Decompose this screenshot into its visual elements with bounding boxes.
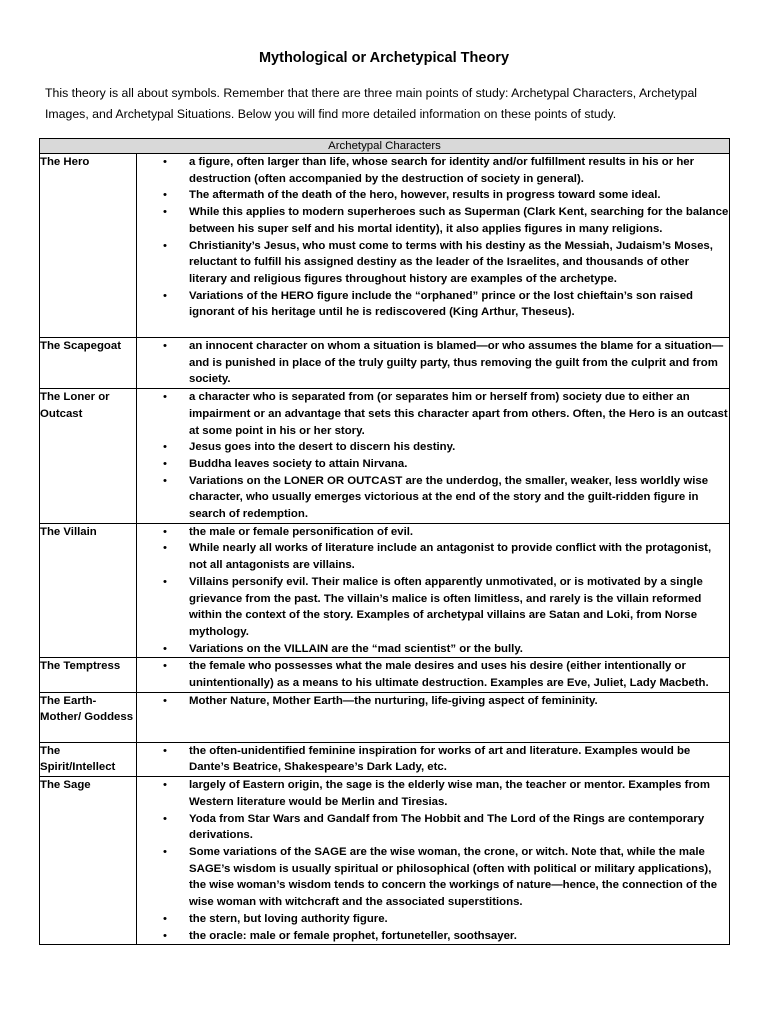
bullet-text: While this applies to modern superheroes such as Superman (Clark Kent, searching for the balance between his super self and his mortal identity), it also applies figures in many religions.: [189, 206, 729, 235]
bullet-text: While nearly all works of literature include an antagonist to provide conflict with the protagonist, not all antagonists are villains.: [189, 542, 712, 572]
list-item: [137, 777, 729, 810]
bullet-text: Buddha leaves society to attain Nirvana.: [189, 457, 408, 470]
bullet-text: the male or female personification of evil.: [189, 525, 414, 538]
bullet-text: Mother Nature, Mother Earth—the nurturing, life-giving aspect of femininity.: [189, 694, 598, 707]
archetype-description: [137, 692, 730, 742]
archetype-name: The Villain: [40, 523, 137, 658]
table-header-row: [40, 139, 730, 154]
archetype-name: The Temptress: [40, 658, 137, 692]
table-body: [40, 154, 730, 945]
bullet-icon: •: [163, 239, 167, 252]
table-row: [40, 338, 730, 389]
bullet-text: largely of Eastern origin, the sage is the elderly wise man, the teacher or mentor. Examples from Western literature would be Merlin and Tiresias.: [189, 779, 710, 808]
list-item: [137, 338, 729, 388]
list-item: [137, 473, 729, 523]
bullet-icon: •: [163, 912, 167, 925]
bullet-text: the stern, but loving authority figure.: [189, 912, 388, 925]
bullet-icon: •: [163, 779, 167, 792]
table-row: [40, 154, 730, 338]
table-row: [40, 777, 730, 945]
archetype-description: [137, 658, 730, 692]
bullet-icon: •: [163, 694, 167, 707]
list-item: [137, 928, 729, 945]
list-item: [137, 238, 729, 288]
bullet-icon: •: [163, 660, 167, 673]
archetype-description: [137, 338, 730, 389]
list-item: [137, 288, 729, 321]
bullet-icon: •: [163, 340, 167, 352]
bullet-icon: •: [163, 391, 167, 404]
table-row: [40, 523, 730, 658]
archetype-description: [137, 523, 730, 658]
bullet-icon: •: [163, 457, 167, 470]
table-row: [40, 389, 730, 524]
bullet-icon: •: [163, 289, 167, 302]
bullet-list: [137, 154, 729, 321]
bullet-icon: •: [163, 575, 167, 588]
bullet-text: an innocent character on whom a situation is blamed—or who assumes the blame for a situation—and is punished in place of the truly guilty party, thus removing the guilt from the culprit and from society.: [189, 340, 724, 386]
bullet-text: the oracle: male or female prophet, fortuneteller, soothsayer.: [189, 929, 517, 942]
list-item: [137, 911, 729, 928]
bullet-list: [137, 524, 729, 658]
bullet-text: Variations on the VILLAIN are the “mad scientist” or the bully.: [189, 642, 523, 655]
archetype-name: The Loner or Outcast: [40, 389, 137, 524]
bullet-icon: •: [163, 525, 167, 538]
bullet-text: The aftermath of the death of the hero, however, results in progress toward some ideal.: [189, 189, 661, 202]
bullet-icon: •: [163, 189, 167, 202]
archetype-name: The Spirit/Intellect: [40, 742, 137, 776]
table-header: Archetypal Characters: [40, 139, 730, 154]
list-item: [137, 204, 729, 237]
table-row: [40, 658, 730, 692]
list-item: [137, 524, 729, 541]
list-item: [137, 811, 729, 844]
bullet-text: a character who is separated from (or separates him or herself from) society due to either an impairment or an advantage that sets this character apart from others. Often, the Hero is an outcast at some point in his or her story.: [189, 391, 728, 437]
list-item: [137, 456, 729, 473]
bullet-text: the often-unidentified feminine inspiration for works of art and literature. Examples would be Dante’s Beatrice, Shakespeare’s Dark Lady, etc.: [189, 744, 691, 774]
document-title: Mythological or Archetypical Theory: [258, 50, 510, 66]
bullet-list: [137, 693, 729, 710]
bullet-text: a figure, often larger than life, whose search for identity and/or fulfillment results in his or her destruction (often accompanied by the destruction of society in general).: [189, 156, 695, 185]
bullet-icon: •: [163, 812, 167, 825]
bullet-list: [137, 338, 729, 388]
list-item: [137, 389, 729, 439]
bullet-text: Variations on the LONER OR OUTCAST are the underdog, the smaller, weaker, less worldly wise character, who usually emerges victorious at the end of the story and the guilt-ridden figure in search of redemption.: [189, 474, 709, 521]
table-row: [40, 692, 730, 742]
bullet-icon: •: [163, 642, 167, 655]
bullet-icon: •: [163, 474, 167, 487]
bullet-list: [137, 658, 729, 691]
list-item: [137, 187, 729, 204]
bullet-icon: •: [163, 929, 167, 942]
bullet-icon: •: [163, 206, 167, 219]
bullet-text: Christianity’s Jesus, who must come to terms with his destiny as the Messiah, Judaism’s Moses, reluctant to fulfill his assigned destiny as the leader of the Israelites, and thousands of other literary and religious figures throughout history are examples of the archetype.: [189, 239, 713, 285]
bullet-text: the female who possesses what the male desires and uses his desire (either intentionally or unintentionally) as a means to his ultimate destruction. Examples are Eve, Juliet, Lady Macbeth.: [189, 660, 709, 690]
bullet-icon: •: [163, 441, 167, 454]
archetype-name: The Sage: [40, 777, 137, 945]
archetype-name: The Hero: [40, 154, 137, 338]
bullet-text: Yoda from Star Wars and Gandalf from The Hobbit and The Lord of the Rings are contemporary derivations.: [189, 812, 705, 842]
list-item: [137, 574, 729, 641]
list-item: [137, 154, 729, 187]
bullet-list: [137, 777, 729, 944]
archetype-description: [137, 777, 730, 945]
intro-paragraph: This theory is all about symbols. Remember that there are three main points of study: Archetypal Characters, Archetypal Images, and Archetypal Situations. Below you will find more detailed information on these points of study.: [45, 86, 698, 121]
list-item: [137, 693, 729, 710]
table-row: [40, 742, 730, 776]
bullet-text: Jesus goes into the desert to discern his destiny.: [189, 441, 456, 454]
archetype-description: [137, 389, 730, 524]
bullet-icon: •: [163, 542, 167, 555]
list-item: [137, 540, 729, 573]
list-item: [137, 658, 729, 691]
archetype-description: [137, 154, 730, 338]
list-item: [137, 743, 729, 776]
list-item: [137, 439, 729, 456]
bullet-list: [137, 389, 729, 523]
bullet-text: Some variations of the SAGE are the wise woman, the crone, or witch. Note that, while the male SAGE’s wisdom is usually spiritual or philosophical (often with political or military applications), the wise woman’s wisdom tends to concern the workings of nature—hence, the connection of the wise woman with witchcraft and the associated superstitions.: [189, 845, 718, 909]
archetype-name: The Scapegoat: [40, 338, 137, 389]
list-item: [137, 641, 729, 658]
archetype-description: [137, 742, 730, 776]
list-item: [137, 844, 729, 911]
bullet-text: Villains personify evil. Their malice is often apparently unmotivated, or is motivated by a single grievance from the past. The villain’s malice is often limitless, and rarely is the villain reformed within the context of the story. Examples of archetypal villains are Satan and Loki, from Norse mythology.: [189, 575, 703, 638]
archetypal-characters-table: [39, 138, 730, 945]
bullet-text: Variations of the HERO figure include the “orphaned” prince or the lost chieftain’s son raised ignorant of his heritage until he is rediscovered (King Arthur, Theseus).: [189, 289, 694, 319]
bullet-icon: •: [163, 156, 167, 168]
bullet-list: [137, 743, 729, 776]
bullet-icon: •: [163, 744, 167, 757]
archetype-name: The Earth-Mother/ Goddess: [40, 692, 137, 742]
bullet-icon: •: [163, 845, 167, 858]
